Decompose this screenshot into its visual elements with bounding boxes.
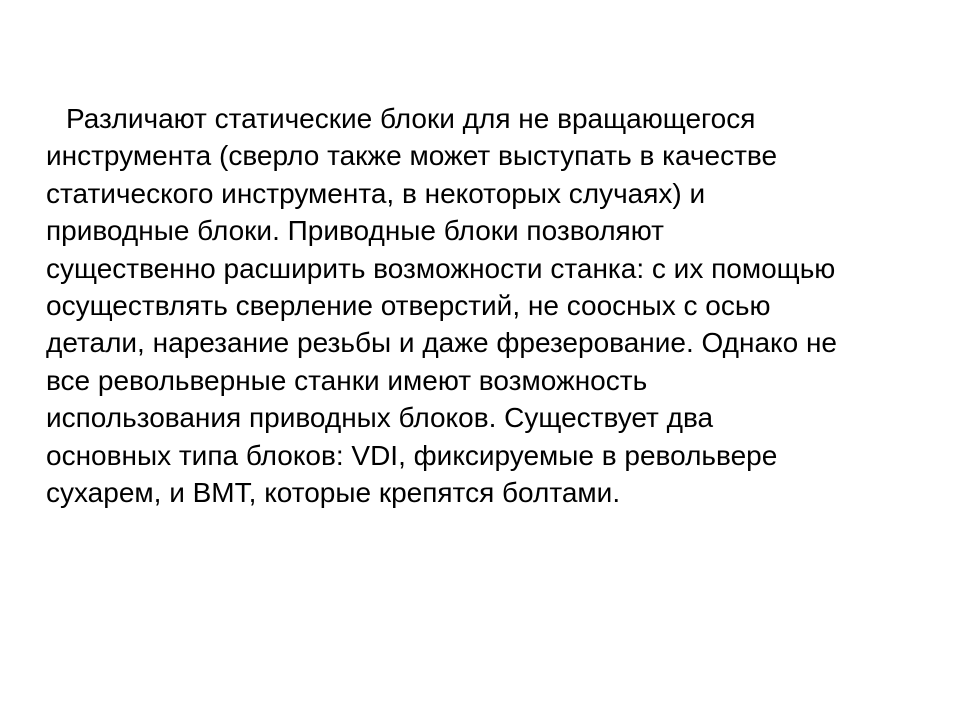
text-line: основных типа блоков: VDI, фиксируемые в револьвере [46, 439, 778, 471]
text-line: статического инструмента, в некоторых случаях) и [46, 177, 706, 209]
text-line: все револьверные станки имеют возможность [46, 364, 648, 396]
text-line: осуществлять сверление отверстий, не соосных с осью [46, 290, 771, 322]
text-line: Различают статические блоки для не вращающегося [66, 103, 756, 134]
text-line: существенно расширить возможности станка: с их помощью [46, 252, 836, 284]
text-line: инструмента (сверло также может выступать в качестве [46, 140, 778, 172]
body-paragraph [46, 100, 946, 511]
text-line: использования приводных блоков. Существует два [46, 402, 714, 434]
text-line: сухарем, и ВМТ, которые крепятся болтами. [46, 477, 621, 509]
text-line: приводные блоки. Приводные блоки позволяют [46, 215, 664, 247]
text-line: детали, нарезание резьбы и даже фрезерование. Однако не [46, 327, 837, 359]
